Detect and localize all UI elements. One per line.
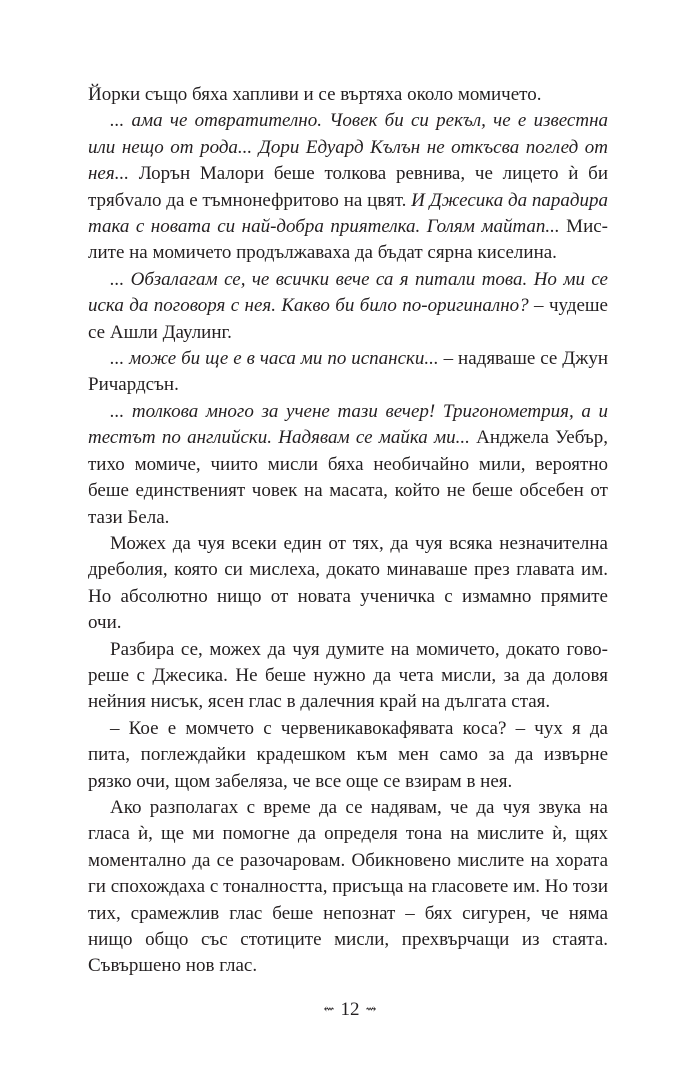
paragraph: [88, 795, 608, 980]
italic-text-run: И Джесика да парадира така с новата си най-добра приятелка. Голям майтап...: [88, 189, 608, 238]
paragraph: [88, 82, 608, 108]
italic-text-run: ... толкова много за учене тази вечер! Тригонометрия, а и тестът по английски. Надявам се майка ми...: [88, 400, 608, 449]
page-footer: [0, 996, 700, 1023]
left-ornament-icon: ⇜: [323, 1001, 335, 1016]
paragraph: [88, 531, 608, 637]
page-number: 12: [340, 999, 360, 1020]
text-run: – Кое е момчето с червеникавокафявата коса? – чух я да пита, поглеждайки крадешком към мен само за да извърне рязко очи, щом забеляза, че все още се взирам в нея.: [88, 717, 608, 792]
text-run: Анджела Уебър, тихо момиче, чиито мисли бяха необичайно мили, вероятно беше единственият човек на масата, който не беше обсебен от тази Бела.: [88, 427, 608, 528]
italic-text-run: ... Обзалагам се, че всички вече са я питали това. Но ми се иска да поговоря с нея. Какво би било по-оригинално?: [88, 268, 608, 317]
italic-text-run: ... ама че отвратително. Човек би си рекъл, че е известна или нещо от рода... Дори Едуард Кълън не откъсва поглед от нея...: [88, 110, 608, 185]
paragraph: [88, 637, 608, 716]
text-run: Лорън Малори беше толкова ревнива, че лицето ѝ би трябvало да е тъмнонефритово на цвят.: [88, 163, 608, 211]
text-run: Мислите на момичето продължаваха да бъдат сярна киселина.: [88, 216, 608, 264]
text-run: – надяваше се Джун Ричардсън.: [88, 348, 608, 396]
text-run: Можех да чуя всеки един от тях, да чуя всяка незначителна дреболия, която си мислеха, докато минаваше през главата им. Но абсолютно нищо от новата ученичка с измамно прямите очи.: [88, 532, 608, 634]
page-body: [88, 82, 608, 980]
italic-text-run: ... може би ще е в часа ми по испански...: [110, 348, 439, 370]
right-ornament-icon: ⇝: [365, 1001, 377, 1016]
paragraph: [88, 267, 608, 346]
paragraph: [88, 716, 608, 795]
text-run: Ако разполагах с време да се надявам, че да чуя звука на гласа ѝ, ще ми помогне да определя тона на мислите ѝ, щях моментално да се разочаровам. Обикновено мислите на хората ги спохождаха с тоналността, присъща на гласовете им. Но този тих, срамежлив глас беше непознат – бях сигурен, че няма нищо общо със стотиците мисли, прехвърчащи из стаята. Съвършено нов глас.: [88, 796, 608, 977]
paragraph: [88, 399, 608, 531]
text-run: Йорки също бяха хапливи и се въртяха около момичето.: [88, 84, 542, 105]
paragraph: [88, 108, 608, 266]
paragraph: [88, 346, 608, 399]
text-run: – чудеше се Ашли Даулинг.: [88, 295, 608, 343]
text-run: Разбира се, можех да чуя думите на момичето, докато говореше с Джесика. Не беше нужно да чета мисли, за да доловя нейния нисък, ясен глас в далечния край на дългата стая.: [88, 638, 608, 713]
